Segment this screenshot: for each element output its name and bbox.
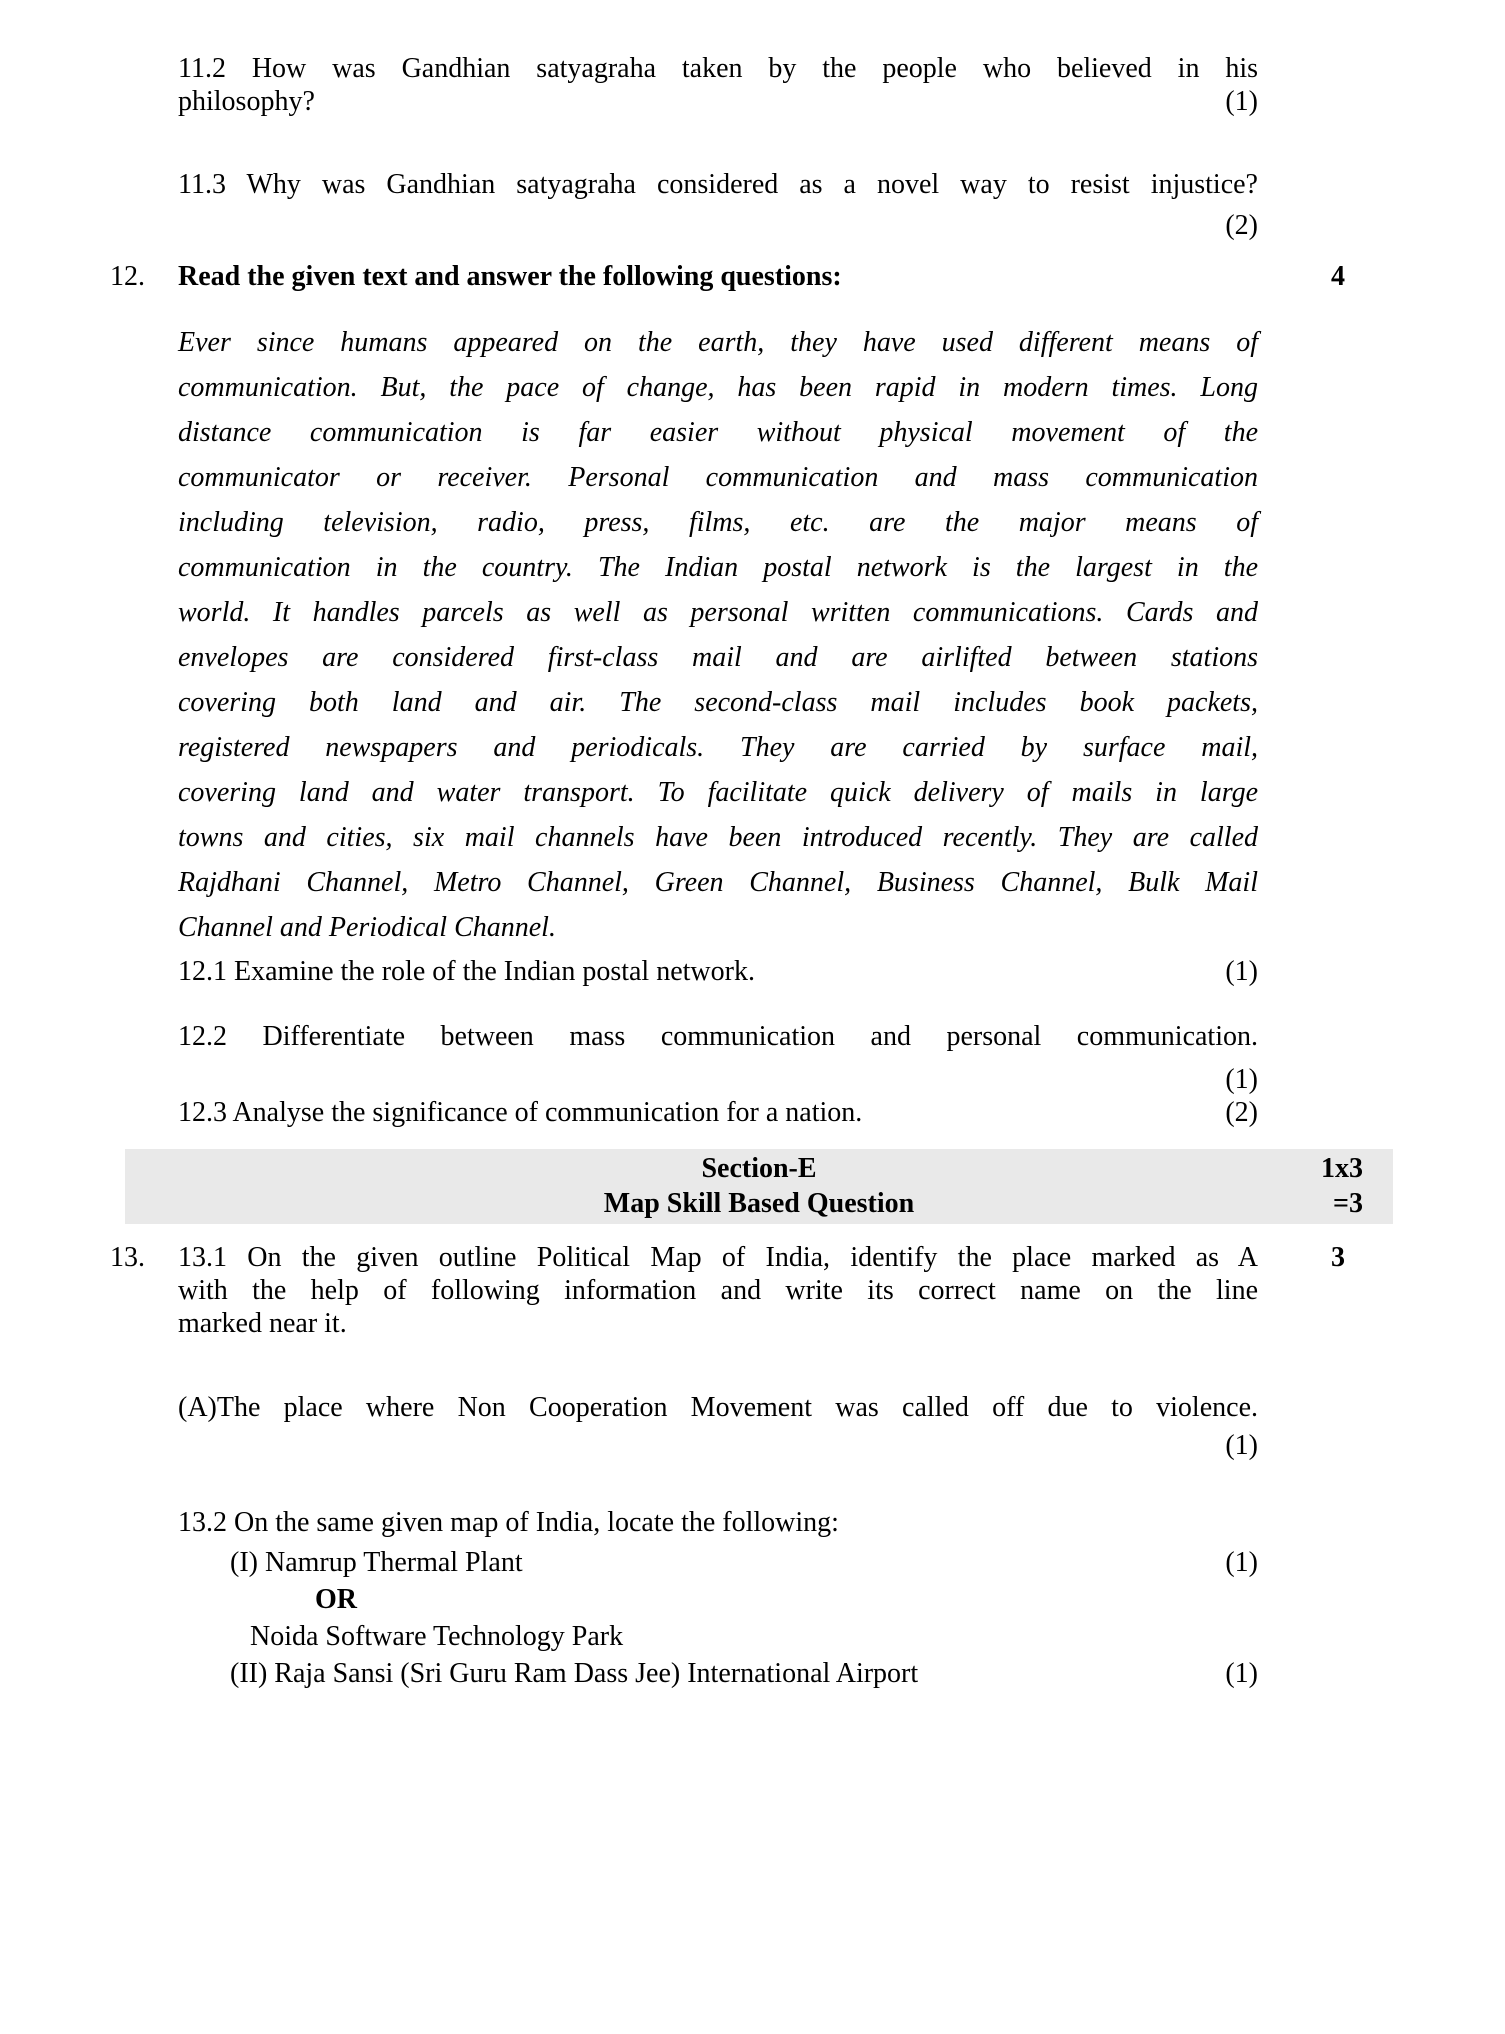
section-marks-line2: =3 bbox=[1333, 1188, 1363, 1219]
passage-line: communicator or receiver. Personal communication and mass communication bbox=[178, 462, 1258, 493]
item-i-text: (I) Namrup Thermal Plant bbox=[230, 1547, 523, 1578]
section-marks bbox=[1321, 1151, 1363, 1221]
question-13-2-text: 13.2 On the same given map of India, locate the following: bbox=[178, 1507, 839, 1538]
question-13-1 bbox=[178, 1241, 1258, 1340]
passage-line: including television, radio, press, films, etc. are the major means of bbox=[178, 507, 1258, 538]
marks-12-total: 4 bbox=[1331, 261, 1345, 292]
question-12-3 bbox=[178, 1096, 1258, 1129]
question-12-2-text: 12.2 Differentiate between mass communication and personal communication. bbox=[178, 1021, 1258, 1052]
item-i-alternative bbox=[178, 1620, 1258, 1653]
section-band bbox=[125, 1149, 1393, 1224]
marks-12-1: (1) bbox=[1225, 956, 1258, 987]
question-11-3 bbox=[178, 168, 1258, 242]
question-13-number: 13. bbox=[110, 1242, 145, 1273]
passage-line: covering both land and air. The second-class mail includes book packets, bbox=[178, 687, 1258, 718]
question-13-row bbox=[0, 1241, 1505, 1340]
question-11-2 bbox=[178, 52, 1258, 118]
question-13-1-line1: 13.1 On the given outline Political Map of India, identify the place marked as A bbox=[178, 1242, 1258, 1273]
question-11-3-text: 11.3 Why was Gandhian satyagraha considered as a novel way to resist injustice? bbox=[178, 169, 1258, 200]
question-12-1-text: 12.1 Examine the role of the Indian postal network. bbox=[178, 956, 755, 987]
passage-line: distance communication is far easier without physical movement of the bbox=[178, 417, 1258, 448]
marks-13-total: 3 bbox=[1331, 1242, 1345, 1273]
passage-line: envelopes are considered first-class mail and are airlifted between stations bbox=[178, 642, 1258, 673]
item-i-alt-text: Noida Software Technology Park bbox=[250, 1621, 624, 1652]
question-12-1 bbox=[178, 955, 1258, 988]
marks-11-3: (2) bbox=[1225, 210, 1258, 241]
marks-item-ii: (1) bbox=[1225, 1658, 1258, 1689]
question-13-2-item-ii bbox=[178, 1657, 1258, 1690]
marks-item-i: (1) bbox=[1225, 1547, 1258, 1578]
or-label: OR bbox=[315, 1584, 357, 1615]
item-a-text: (A)The place where Non Cooperation Movement was called off due to violence. bbox=[178, 1392, 1258, 1423]
passage-line: registered newspapers and periodicals. They are carried by surface mail, bbox=[178, 732, 1258, 763]
question-12-heading-row bbox=[0, 260, 1505, 293]
passage bbox=[178, 320, 1258, 950]
section-title: Section-E bbox=[701, 1153, 817, 1184]
passage-line: towns and cities, six mail channels have been introduced recently. They are called bbox=[178, 822, 1258, 853]
marks-12-3: (2) bbox=[1225, 1097, 1258, 1128]
marks-item-a: (1) bbox=[1225, 1430, 1258, 1461]
item-ii-text: (II) Raja Sansi (Sri Guru Ram Dass Jee) International Airport bbox=[230, 1658, 919, 1689]
passage-line: covering land and water transport. To facilitate quick delivery of mails in large bbox=[178, 777, 1258, 808]
question-13-1-line2: with the help of following information and write its correct name on the line bbox=[178, 1275, 1258, 1306]
question-12-2 bbox=[178, 1020, 1258, 1096]
question-13-1-item-a bbox=[178, 1391, 1258, 1462]
question-12-3-text: 12.3 Analyse the significance of communication for a nation. bbox=[178, 1097, 863, 1128]
question-13-2-item-i bbox=[178, 1546, 1258, 1579]
passage-line: world. It handles parcels as well as personal written communications. Cards and bbox=[178, 597, 1258, 628]
marks-12-2: (1) bbox=[1225, 1064, 1258, 1095]
question-13-2 bbox=[178, 1506, 1258, 1539]
question-11-2-text: philosophy? bbox=[178, 86, 315, 117]
question-12-number: 12. bbox=[110, 261, 145, 292]
section-marks-line1: 1x3 bbox=[1321, 1153, 1363, 1184]
question-13-1-line3: marked near it. bbox=[178, 1308, 347, 1339]
marks-11-2: (1) bbox=[1225, 86, 1258, 117]
or-separator bbox=[178, 1583, 1258, 1616]
passage-line: Channel and Periodical Channel. bbox=[178, 912, 556, 943]
passage-line: communication in the country. The Indian postal network is the largest in the bbox=[178, 552, 1258, 583]
passage-line: Rajdhani Channel, Metro Channel, Green Channel, Business Channel, Bulk Mail bbox=[178, 867, 1258, 898]
passage-line: communication. But, the pace of change, has been rapid in modern times. Long bbox=[178, 372, 1258, 403]
question-11-2-line2 bbox=[178, 85, 1258, 118]
question-12-heading: Read the given text and answer the following questions: bbox=[178, 261, 842, 292]
passage-line: Ever since humans appeared on the earth, they have used different means of bbox=[178, 327, 1258, 358]
section-subtitle: Map Skill Based Question bbox=[603, 1188, 915, 1219]
question-11-2-line1: 11.2 How was Gandhian satyagraha taken by the people who believed in his bbox=[178, 53, 1258, 84]
